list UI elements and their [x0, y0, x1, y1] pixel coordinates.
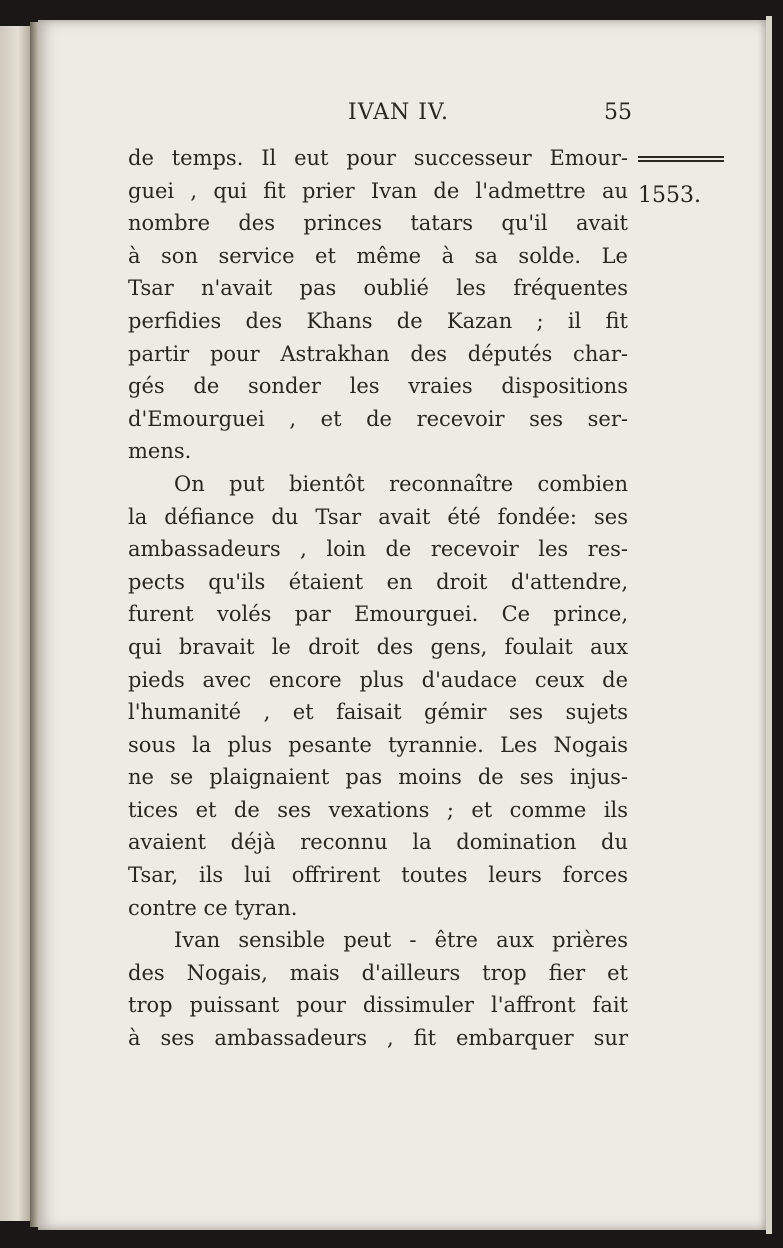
- running-header: [348, 98, 636, 134]
- text-line: pects qu'ils étaient en droit d'attendre,: [128, 569, 628, 594]
- text-line: contre ce tyran.: [128, 895, 298, 920]
- text-line: guei , qui fit prier Ivan de l'admettre au: [128, 178, 628, 203]
- text-line: d'Emourguei , et de recevoir ses ser-: [128, 406, 628, 431]
- text-line: l'humanité , et faisait gémir ses sujets: [128, 700, 628, 725]
- text-line: à ses ambassadeurs , fit embarquer sur: [128, 1026, 628, 1051]
- text-line: de temps. Il eut pour successeur Emour-: [128, 146, 628, 170]
- text-line: des Nogais, mais d'ailleurs trop fier et: [128, 960, 628, 985]
- text-line: avaient déjà reconnu la domination du: [128, 830, 628, 855]
- margin-year: 1553.: [638, 183, 701, 208]
- text-line: furent volés par Emourguei. Ce prince,: [128, 602, 628, 627]
- paragraph-3: [128, 924, 628, 1054]
- facing-page-edge: [0, 26, 30, 1221]
- text-line: ne se plaignaient pas moins de ses injus-: [128, 765, 628, 790]
- text-line: sous la plus pesante tyrannie. Les Nogais: [128, 732, 628, 757]
- text-line: nombre des princes tatars qu'il avait: [128, 211, 628, 236]
- text-line: mens.: [128, 439, 192, 464]
- page-fore-edge: [766, 16, 772, 1234]
- text-line: partir pour Astrakhan des députés char-: [128, 341, 628, 366]
- text-line: gés de sonder les vraies dispositions: [128, 374, 628, 399]
- text-line: qui bravait le droit des gens, foulait aux: [128, 634, 628, 659]
- text-line: ambassadeurs , loin de recevoir les res-: [128, 537, 628, 562]
- paragraph-2: [128, 468, 628, 924]
- book-gutter: [30, 22, 38, 1227]
- text-line: tices et de ses vexations ; et comme ils: [128, 797, 628, 822]
- page-number: 55: [604, 100, 632, 125]
- paragraph-1: [128, 142, 628, 468]
- text-line: Ivan sensible peut - être aux prières: [174, 928, 628, 953]
- text-line: On put bientôt reconnaître combien: [174, 471, 628, 496]
- text-line: à son service et même à sa solde. Le: [128, 243, 628, 268]
- text-line: Tsar, ils lui offrirent toutes leurs forces: [128, 863, 628, 888]
- body-text: [128, 142, 628, 1055]
- text-line: la défiance du Tsar avait été fondée: ses: [128, 504, 628, 529]
- text-line: trop puissant pour dissimuler l'affront fait: [128, 993, 628, 1018]
- marginal-rule: [638, 156, 724, 162]
- running-title: IVAN IV.: [348, 100, 449, 125]
- text-line: pieds avec encore plus d'audace ceux de: [128, 667, 628, 692]
- text-line: Tsar n'avait pas oublié les fréquentes: [128, 276, 628, 301]
- text-line: perfidies des Khans de Kazan ; il fit: [128, 308, 628, 333]
